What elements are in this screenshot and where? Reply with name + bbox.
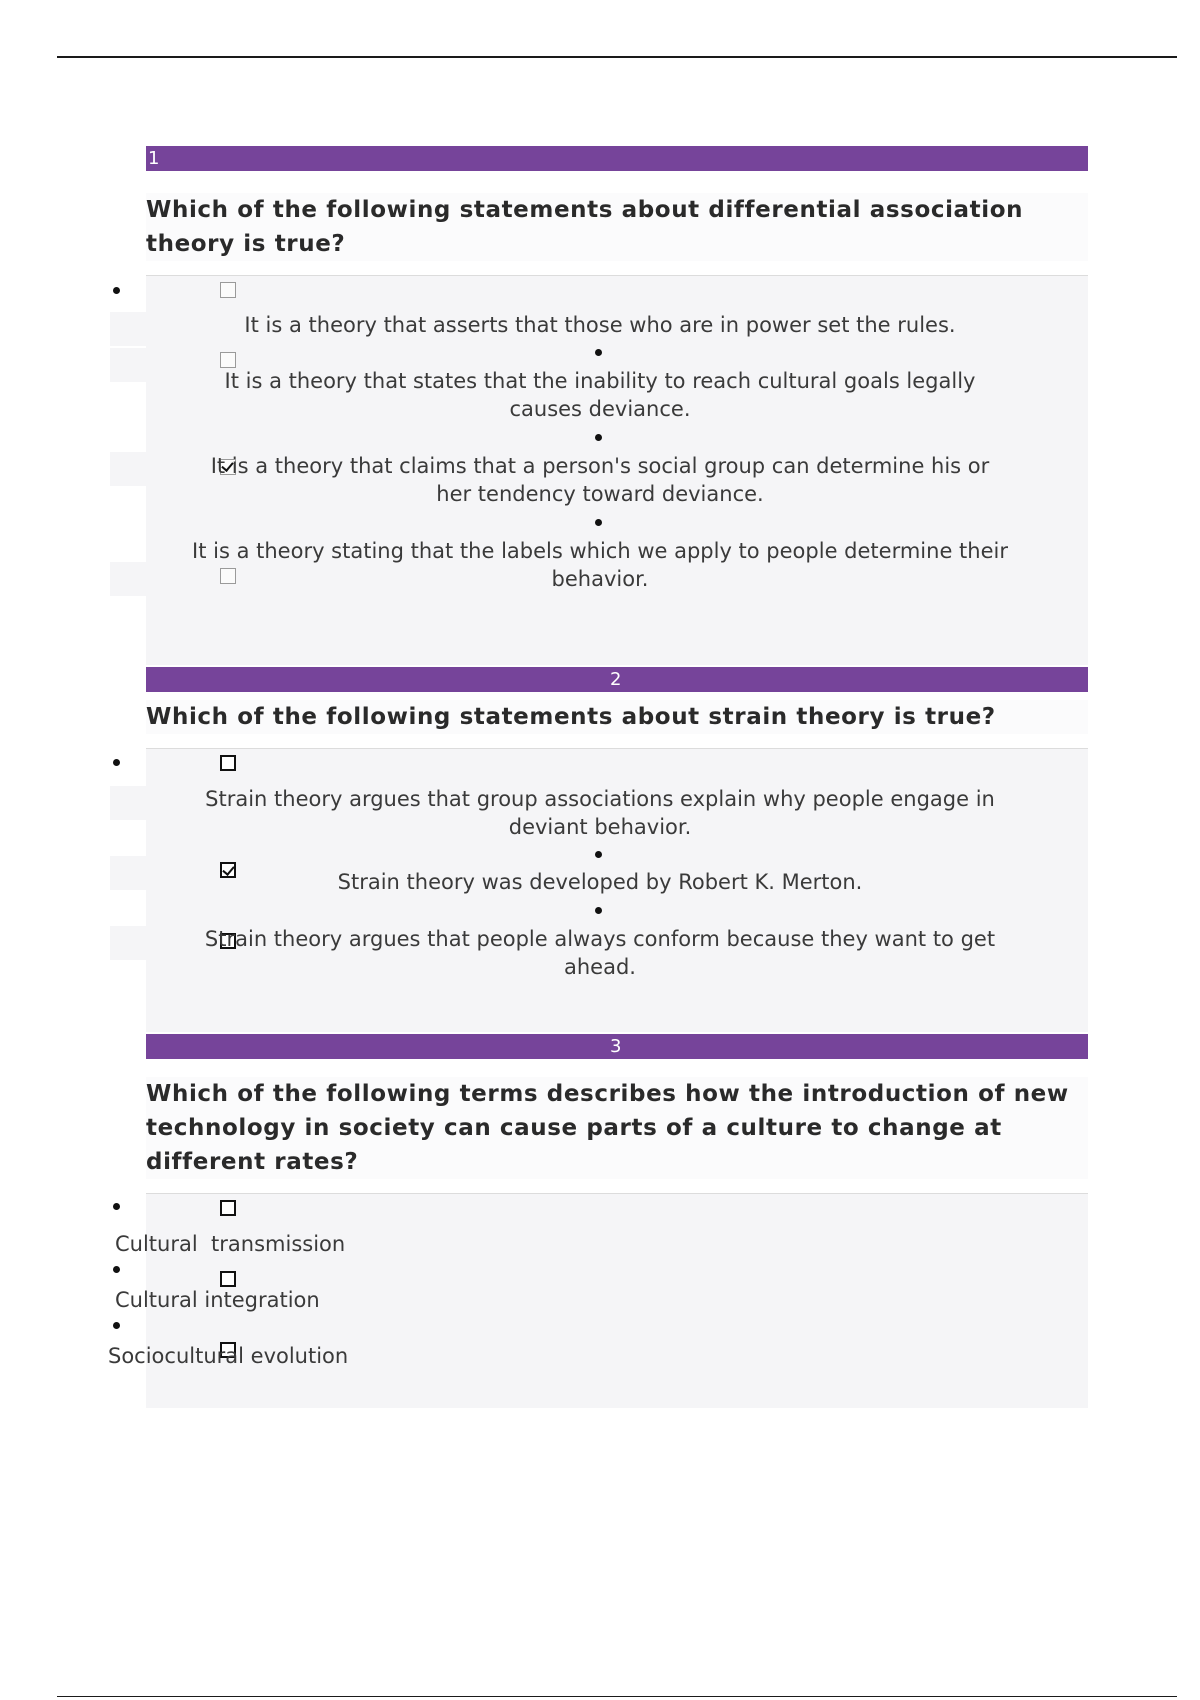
- list-bullet: [595, 434, 602, 441]
- answer-option: [108, 1342, 348, 1370]
- row-shade: [110, 452, 146, 486]
- row-shade: [110, 348, 146, 382]
- list-bullet: [113, 1203, 120, 1210]
- answer-option-line: Strain theory was developed by Robert K. Merton.: [337, 870, 863, 894]
- list-bullet: [595, 851, 602, 858]
- list-bullet: [113, 1322, 120, 1329]
- answer-option-line: It is a theory that states that the inability to reach cultural goals legally: [224, 369, 976, 393]
- option-checkbox[interactable]: [220, 1200, 236, 1216]
- question-text-line: Which of the following statements about differential association: [146, 197, 1024, 223]
- question-header-bar: [146, 667, 1088, 692]
- answer-option-line: Strain theory argues that people always conform because they want to get: [204, 927, 996, 951]
- answer-option-line: It is a theory that claims that a person's social group can determine his or: [210, 454, 990, 478]
- answer-option-line: It is a theory that asserts that those who are in power set the rules.: [244, 313, 956, 337]
- row-shade: [110, 312, 146, 346]
- question-number: 2: [610, 669, 622, 690]
- answer-option: [160, 925, 1040, 981]
- row-shade: [110, 562, 146, 596]
- answer-option-line: behavior.: [551, 567, 649, 591]
- question-text-line: Which of the following terms describes how the introduction of new: [146, 1081, 1069, 1107]
- list-bullet: [595, 349, 602, 356]
- answer-option: [160, 537, 1040, 593]
- question-text-line: theory is true?: [146, 231, 346, 257]
- answer-option-line: ahead.: [564, 955, 636, 979]
- question-header-bar: [146, 146, 1088, 171]
- answer-option-line: Cultural transmission: [115, 1232, 346, 1256]
- answer-option: [160, 868, 1040, 896]
- list-bullet: [113, 759, 120, 766]
- option-checkbox[interactable]: [220, 282, 236, 298]
- answer-option-line: Sociocultural evolution: [108, 1344, 349, 1368]
- list-bullet: [113, 1266, 120, 1273]
- row-shade: [110, 926, 146, 960]
- list-bullet: [113, 287, 120, 294]
- question-text: [146, 1077, 1088, 1179]
- option-checkbox[interactable]: [220, 1271, 236, 1287]
- question-text: [146, 700, 1088, 734]
- row-shade: [110, 856, 146, 890]
- question-number: 1: [148, 148, 160, 169]
- top-rule: [57, 56, 1177, 58]
- list-bullet: [595, 519, 602, 526]
- list-bullet: [595, 907, 602, 914]
- question-text-line: different rates?: [146, 1149, 359, 1175]
- answer-option: [115, 1230, 345, 1258]
- answer-option-line: It is a theory stating that the labels which we apply to people determine their: [192, 539, 1008, 563]
- answer-option-line: her tendency toward deviance.: [436, 482, 764, 506]
- answer-option: [160, 367, 1040, 423]
- answer-option-line: Cultural integration: [115, 1288, 320, 1312]
- option-checkbox[interactable]: [220, 352, 236, 368]
- answer-option: [160, 452, 1040, 508]
- answer-option-line: deviant behavior.: [508, 815, 692, 839]
- answer-option-line: causes deviance.: [509, 397, 691, 421]
- row-shade: [110, 786, 146, 820]
- question-header-bar: [146, 1034, 1088, 1059]
- question-text-line: technology in society can cause parts of a culture to change at: [146, 1115, 1002, 1141]
- option-checkbox[interactable]: [220, 755, 236, 771]
- question-text-line: Which of the following statements about strain theory is true?: [146, 704, 996, 730]
- question-number: 3: [610, 1036, 622, 1057]
- question-text: [146, 193, 1088, 261]
- answer-option: [160, 785, 1040, 841]
- answer-option: [160, 311, 1040, 339]
- bottom-rule: [57, 1696, 1177, 1697]
- answer-option: [115, 1286, 320, 1314]
- answer-option-line: Strain theory argues that group associations explain why people engage in: [205, 787, 995, 811]
